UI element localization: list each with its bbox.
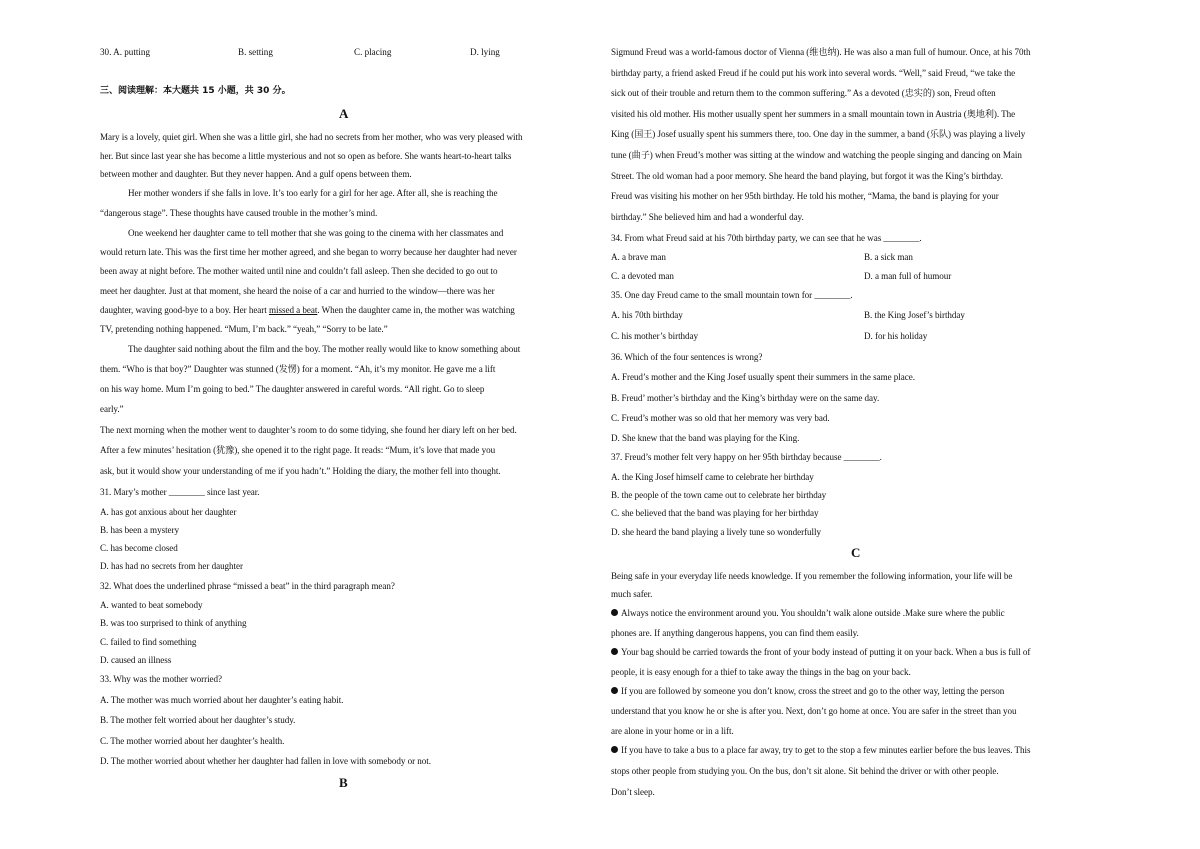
q34-option-b: B. a sick man xyxy=(864,252,913,262)
passage-c-bullet-line xyxy=(611,685,1004,697)
q37-option-a: A. the King Josef himself came to celebrate her birthday xyxy=(611,472,814,482)
q35-option-c: C. his mother’s birthday xyxy=(611,331,699,341)
q32-option-c: C. failed to find something xyxy=(100,637,197,647)
q34-stem: 34. From what Freud said at his 70th birthday party, we can see that he was ________. xyxy=(611,233,922,243)
q34-option-a: A. a brave man xyxy=(611,252,666,262)
passage-a-line: Her mother wonders if she falls in love. It’s too early for a girl for her age. After all, she is reaching the xyxy=(128,188,498,198)
passage-c-line: stops other people from studying you. On the bus, don’t sit alone. Sit behind the driver or with other people. xyxy=(611,766,999,776)
q31-option-c: C. has become closed xyxy=(100,543,178,553)
passage-a-line: TV, pretending nothing happened. “Mum, I’m back.” “yeah,” “Sorry to be late.” xyxy=(100,324,388,334)
passage-c-text: Your bag should be carried towards the front of your body instead of putting it on your back. When a bus is full of xyxy=(621,647,1031,657)
q31-option-d: D. has had no secrets from her daughter xyxy=(100,561,243,571)
passage-b-line: Sigmund Freud was a world-famous doctor of Vienna (维也纳). He was also a man full of humour. Once, at his 70th xyxy=(611,47,1031,57)
passage-b-line: King (国王) Josef usually spent his summers there, too. One day in the summer, a band (乐队) was playing a lively xyxy=(611,129,1026,139)
q33-option-c: C. The mother worried about her daughter’s health. xyxy=(100,736,285,746)
passage-a-line: been away at night before. The mother waited until nine and couldn’t fall asleep. Then she decided to go out to xyxy=(100,266,498,276)
passage-a-line: Mary is a lovely, quiet girl. When she was a little girl, she had no secrets from her mother, who was very pleased with xyxy=(100,132,523,142)
passage-b-line: sick out of their trouble and return them to the common suffering.” As a devoted (忠实的) son, Freud often xyxy=(611,88,996,98)
passage-a-line: “dangerous stage”. These thoughts have caused trouble in the mother’s mind. xyxy=(100,208,378,218)
q34-option-d: D. a man full of humour xyxy=(864,271,952,281)
q35-option-a: A. his 70th birthday xyxy=(611,310,683,320)
passage-b-line: visited his old mother. His mother usually spent her summers in a small mountain town in Austria (奥地利). The xyxy=(611,109,1016,119)
q37-option-d: D. she heard the band playing a lively tune so wonderfully xyxy=(611,527,821,537)
q36-stem: 36. Which of the four sentences is wrong? xyxy=(611,352,763,362)
passage-a-line: her. But since last year she has become a little mysterious and not so open as before. She wants heart-to-heart talks xyxy=(100,151,512,161)
passage-a-line: on his way home. Mum I’m going to bed.” The daughter answered in careful words. “All right. Go to sleep xyxy=(100,384,485,394)
q31-option-a: A. has got anxious about her daughter xyxy=(100,507,237,517)
q36-option-c: C. Freud’s mother was so old that her memory was very bad. xyxy=(611,413,830,423)
q33-option-d: D. The mother worried about whether her daughter had fallen in love with somebody or not. xyxy=(100,756,432,766)
q30-option-c: C. placing xyxy=(354,47,392,57)
bullet-icon xyxy=(611,609,618,616)
passage-a-line: One weekend her daughter came to tell mother that she was going to the cinema with her classmates and xyxy=(128,228,504,238)
passage-c-line: Don’t sleep. xyxy=(611,787,655,797)
question-30 xyxy=(100,46,500,58)
q35-option-b: B. the King Josef’s birthday xyxy=(864,310,965,320)
passage-b-line: Freud was visiting his mother on her 95th birthday. He told his mother, “Mama, the band is playing for your xyxy=(611,191,999,201)
passage-a-line: The next morning when the mother went to daughter’s room to do some tidying, she found her diary left on her bed. xyxy=(100,425,517,435)
passage-b-line: tune (曲子) when Freud’s mother was sitting at the window and watching the people singing and dancing on Main xyxy=(611,150,1022,160)
passage-a-line: them. “Who is that boy?” Daughter was stunned (发愣) for a moment. “Ah, it’s my monitor. He gave me a lift xyxy=(100,364,496,374)
passage-a-line xyxy=(100,304,515,316)
q32-option-d: D. caused an illness xyxy=(100,655,172,665)
passage-a-line: After a few minutes’ hesitation (犹豫), she opened it to the right page. It reads: “Mum, it’s love that made you xyxy=(100,445,496,455)
q37-option-b: B. the people of the town came out to celebrate her birthday xyxy=(611,490,827,500)
passage-c-letter: C xyxy=(851,545,861,560)
q32-option-b: B. was too surprised to think of anything xyxy=(100,618,247,628)
passage-b-letter: B xyxy=(339,775,348,790)
passage-c-line: Being safe in your everyday life needs knowledge. If you remember the following information, your life will be xyxy=(611,571,1013,581)
q33-option-a: A. The mother was much worried about her daughter’s eating habit. xyxy=(100,695,344,705)
passage-b-line: birthday.” She believed him and had a wonderful day. xyxy=(611,212,804,222)
passage-a-line: between mother and daughter. But they never happen. And a gulf opens between them. xyxy=(100,169,412,179)
passage-b-line: Street. The old woman had a poor memory. She heard the band playing, but forgot it was the King’s birthday. xyxy=(611,171,1003,181)
q31-option-b: B. has been a mystery xyxy=(100,525,180,535)
q37-option-c: C. she believed that the band was playing for her birthday xyxy=(611,508,819,518)
passage-c-bullet-line xyxy=(611,646,1030,658)
passage-c-line: phones are. If anything dangerous happens, you can find them easily. xyxy=(611,628,859,638)
q31-stem: 31. Mary’s mother ________ since last year. xyxy=(100,487,260,497)
passage-a-text: daughter, waving good-bye to a boy. Her heart xyxy=(100,305,267,315)
q30-option-a: 30. A. putting xyxy=(100,47,151,57)
passage-a-text: . When the daughter came in, the mother was watching xyxy=(317,305,515,315)
passage-a-line: meet her daughter. Just at that moment, she heard the noise of a car and hurried to the window—there was her xyxy=(100,286,495,296)
q35-option-d: D. for his holiday xyxy=(864,331,928,341)
q30-option-b: B. setting xyxy=(238,47,273,57)
q30-option-d: D. lying xyxy=(470,47,500,57)
passage-c-line: are alone in your home or in a lift. xyxy=(611,726,734,736)
q32-stem: 32. What does the underlined phrase “missed a beat” in the third paragraph mean? xyxy=(100,581,395,591)
passage-c-text: If you are followed by someone you don’t know, cross the street and go to the other way, letting the person xyxy=(621,686,1005,696)
q36-option-d: D. She knew that the band was playing for the King. xyxy=(611,433,800,443)
passage-c-text: If you have to take a bus to a place far away, try to get to the stop a few minutes earlier before the bus leaves. This xyxy=(621,745,1031,755)
q35-stem: 35. One day Freud came to the small mountain town for ________. xyxy=(611,290,853,300)
passage-a-line: ask, but it would show your understanding of me if you hadn’t.” Holding the diary, the mother fell into thought. xyxy=(100,466,501,476)
q34-option-c: C. a devoted man xyxy=(611,271,674,281)
q36-option-b: B. Freud’ mother’s birthday and the King’s birthday were on the same day. xyxy=(611,393,880,403)
passage-a-letter: A xyxy=(339,106,349,121)
bullet-icon xyxy=(611,687,618,694)
q33-option-b: B. The mother felt worried about her daughter’s study. xyxy=(100,715,296,725)
q32-option-a: A. wanted to beat somebody xyxy=(100,600,203,610)
q33-stem: 33. Why was the mother worried? xyxy=(100,674,223,684)
passage-a-line: would return late. This was the first time her mother agreed, and she began to worry because her daughter had never xyxy=(100,247,517,257)
q36-option-a: A. Freud’s mother and the King Josef usually spent their summers in the same place. xyxy=(611,372,915,382)
passage-c-bullet-line xyxy=(611,744,1030,756)
section-3-heading: 三、阅读理解：本大题共 15 小题，共 30 分。 xyxy=(100,86,291,96)
bullet-icon xyxy=(611,648,618,655)
passage-a-line: early.” xyxy=(100,404,124,414)
bullet-icon xyxy=(611,746,618,753)
passage-a-line: The daughter said nothing about the film and the boy. The mother really would like to know something about xyxy=(128,344,521,354)
passage-c-line: people, it is easy enough for a thief to take away the things in the bag on your back. xyxy=(611,667,911,677)
passage-c-text: Always notice the environment around you. You shouldn’t walk alone outside .Make sure where the public xyxy=(621,608,1005,618)
passage-b-line: birthday party, a friend asked Freud if he could put his work into several words. “Well,” said Freud, “we take the xyxy=(611,68,1016,78)
q37-stem: 37. Freud’s mother felt very happy on her 95th birthday because ________. xyxy=(611,452,882,462)
passage-c-line: understand that you know he or she is after you. Next, don’t go home at once. You are safer in the street than you xyxy=(611,706,1017,716)
passage-c-bullet-line xyxy=(611,607,1005,619)
underlined-phrase: missed a beat xyxy=(268,305,318,315)
passage-c-line: much safer. xyxy=(611,589,653,599)
